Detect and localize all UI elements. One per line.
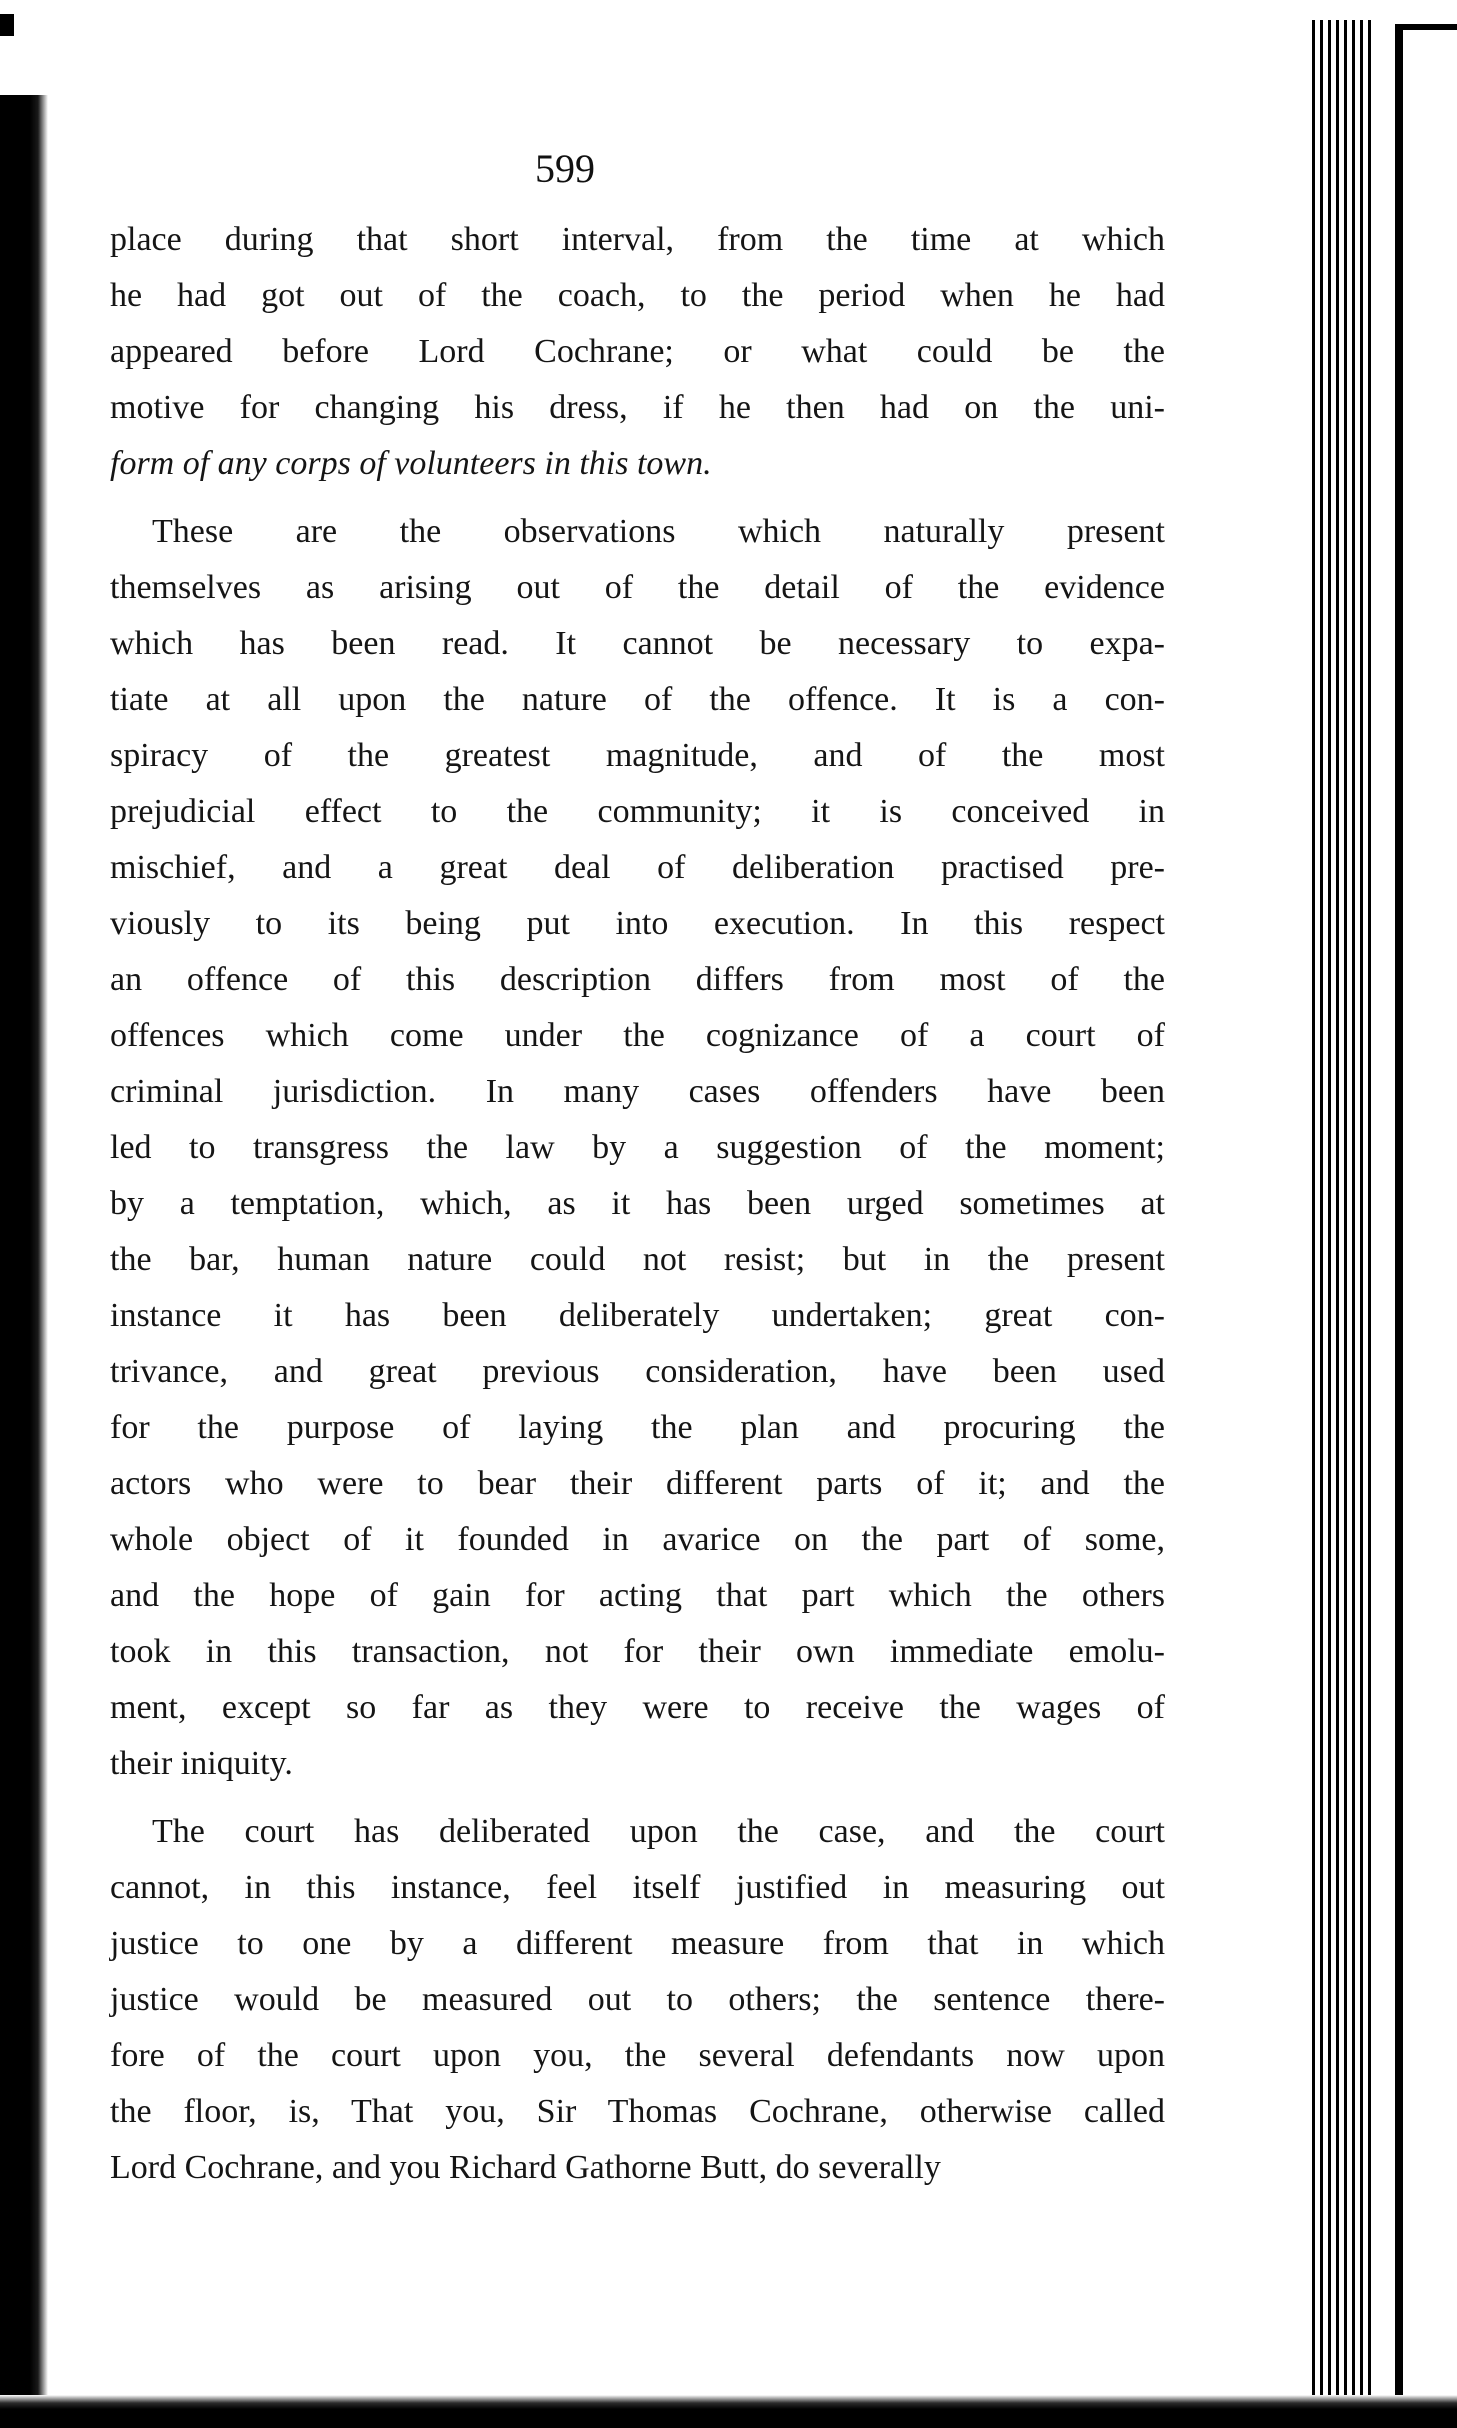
scan-right-rules xyxy=(1312,20,1372,2400)
text-line: he had got out of the coach, to the period when he had xyxy=(110,277,1165,314)
text-line: which has been read. It cannot be necessary to expa- xyxy=(110,625,1165,662)
text-line: fore of the court upon you, the several defendants now upon xyxy=(110,2037,1165,2074)
text-line: prejudicial effect to the community; it is conceived in xyxy=(110,793,1165,830)
paragraph xyxy=(110,212,1165,492)
scan-left-shadow xyxy=(0,95,48,2415)
scan-right-bracket xyxy=(1395,24,1457,2402)
text-line: motive for changing his dress, if he then had on the uni- xyxy=(110,389,1165,426)
text-line: justice to one by a different measure from that in which xyxy=(110,1925,1165,1962)
text-line: the floor, is, That you, Sir Thomas Cochrane, otherwise called xyxy=(110,2093,1165,2130)
scan-corner-mark xyxy=(0,14,14,36)
text-line: by a temptation, which, as it has been urged sometimes at xyxy=(110,1185,1165,1222)
text-line: appeared before Lord Cochrane; or what could be the xyxy=(110,333,1165,370)
text-line: form of any corps of volunteers in this town. xyxy=(110,445,712,482)
text-line: Lord Cochrane, and you Richard Gathorne Butt, do severally xyxy=(110,2149,941,2186)
text-line: and the hope of gain for acting that part which the others xyxy=(110,1577,1165,1614)
text-line: These are the observations which naturally present xyxy=(152,513,1165,550)
text-line: tiate at all upon the nature of the offence. It is a con- xyxy=(110,681,1165,718)
text-line: The court has deliberated upon the case, and the court xyxy=(152,1813,1165,1850)
body-text xyxy=(110,212,1165,2196)
text-line: justice would be measured out to others; the sentence there- xyxy=(110,1981,1165,2018)
text-line: whole object of it founded in avarice on the part of some, xyxy=(110,1521,1165,1558)
text-line: instance it has been deliberately undertaken; great con- xyxy=(110,1297,1165,1334)
text-line: ment, except so far as they were to receive the wages of xyxy=(110,1689,1165,1726)
text-line: criminal jurisdiction. In many cases offenders have been xyxy=(110,1073,1165,1110)
text-line: trivance, and great previous consideration, have been used xyxy=(110,1353,1165,1390)
text-line: led to transgress the law by a suggestion of the moment; xyxy=(110,1129,1165,1166)
text-line: place during that short interval, from the time at which xyxy=(110,221,1165,258)
text-line: actors who were to bear their different parts of it; and the xyxy=(110,1465,1165,1502)
text-line: spiracy of the greatest magnitude, and of the most xyxy=(110,737,1165,774)
page-number: 599 xyxy=(535,146,595,191)
text-line: an offence of this description differs from most of the xyxy=(110,961,1165,998)
text-line: the bar, human nature could not resist; but in the present xyxy=(110,1241,1165,1278)
scan-bottom-shadow xyxy=(0,2395,1457,2428)
text-line: took in this transaction, not for their own immediate emolu- xyxy=(110,1633,1165,1670)
text-line: offences which come under the cognizance of a court of xyxy=(110,1017,1165,1054)
text-line: themselves as arising out of the detail of the evidence xyxy=(110,569,1165,606)
paragraph xyxy=(110,504,1165,1792)
text-line: mischief, and a great deal of deliberation practised pre- xyxy=(110,849,1165,886)
text-line: for the purpose of laying the plan and procuring the xyxy=(110,1409,1165,1446)
text-line: their iniquity. xyxy=(110,1745,293,1782)
paragraph xyxy=(110,1804,1165,2196)
text-line: cannot, in this instance, feel itself justified in measuring out xyxy=(110,1869,1165,1906)
text-line: viously to its being put into execution. In this respect xyxy=(110,905,1165,942)
